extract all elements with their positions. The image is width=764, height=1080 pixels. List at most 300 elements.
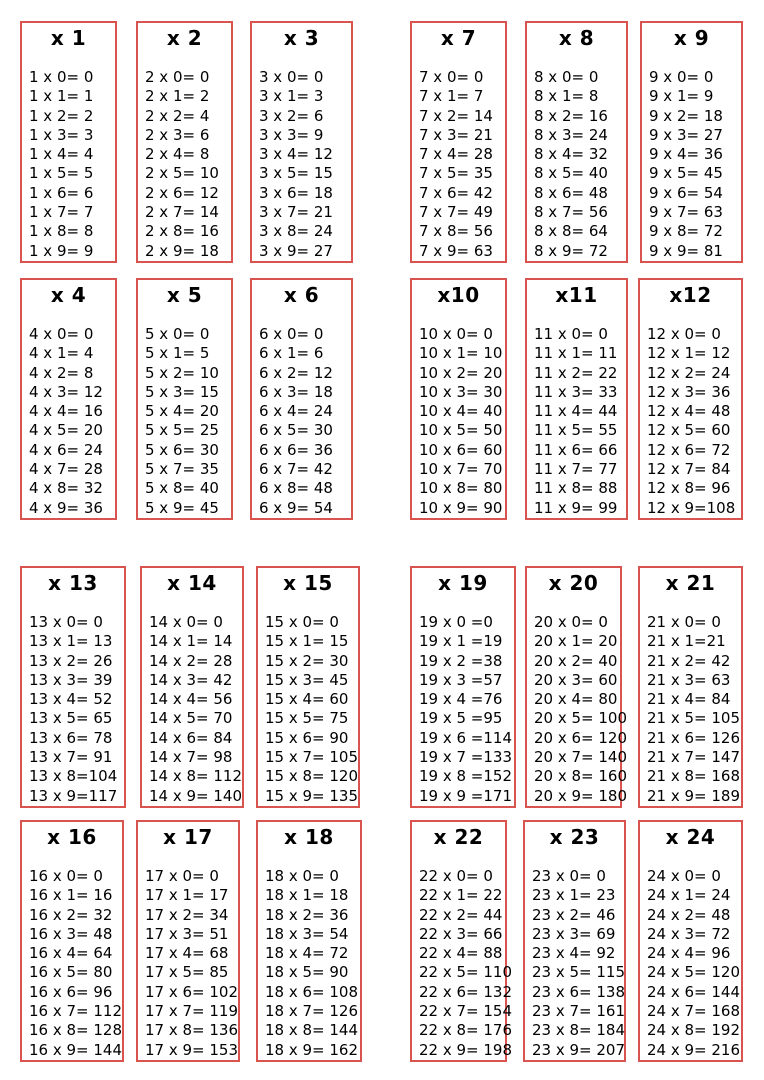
times-table-row: 23 x 9= 207 — [532, 1040, 626, 1059]
times-table-row: 12 x 5= 60 — [647, 421, 731, 440]
times-table-rows — [647, 613, 740, 806]
times-table-row: 14 x 6= 84 — [149, 728, 233, 747]
times-table-row: 22 x 3= 66 — [419, 924, 503, 943]
times-table-row: 15 x 4= 60 — [265, 690, 349, 709]
times-table-row: 16 x 8= 128 — [29, 1021, 123, 1040]
times-table-row: 1 x 6= 6 — [29, 183, 94, 202]
times-table-row: 21 x 6= 126 — [647, 728, 741, 747]
times-table-row: 20 x 7= 140 — [534, 748, 628, 767]
times-table-row: 10 x 6= 60 — [419, 440, 503, 459]
times-table-row: 18 x 5= 90 — [265, 963, 349, 982]
times-table-row: 11 x 3= 33 — [534, 382, 618, 401]
times-table-row: 14 x 3= 42 — [149, 670, 233, 689]
times-table-row: 6 x 1= 6 — [259, 344, 324, 363]
times-table-row: 5 x 3= 15 — [145, 382, 219, 401]
times-table-row: 10 x 5= 50 — [419, 421, 503, 440]
times-table-card — [638, 278, 743, 520]
times-table-row: 8 x 7= 56 — [534, 203, 608, 222]
times-table-row: 4 x 2= 8 — [29, 363, 94, 382]
times-table-card — [250, 21, 353, 263]
times-table-row: 12 x 9=108 — [647, 498, 736, 517]
times-table-row: 18 x 9= 162 — [265, 1040, 359, 1059]
times-table-rows — [149, 613, 242, 806]
times-table-card — [525, 566, 628, 808]
times-table-row: 13 x 6= 78 — [29, 728, 113, 747]
times-table-row: 5 x 2= 10 — [145, 363, 219, 382]
times-table-row: 7 x 6= 42 — [419, 183, 493, 202]
times-table-row: 12 x 7= 84 — [647, 460, 731, 479]
times-table-row: 10 x 9= 90 — [419, 498, 503, 517]
times-table-row: 3 x 1= 3 — [259, 87, 324, 106]
times-table-rows — [265, 867, 358, 1060]
times-table-row: 18 x 2= 36 — [265, 905, 349, 924]
times-table-row: 24 x 0= 0 — [647, 867, 721, 885]
times-table-title: x 14 — [167, 571, 217, 595]
times-table-row: 19 x 7 =133 — [419, 748, 513, 767]
times-table-row: 16 x 7= 112 — [29, 1002, 123, 1021]
times-table-rows — [419, 867, 512, 1060]
times-table-row: 19 x 8 =152 — [419, 767, 513, 786]
times-table-row: 9 x 7= 63 — [649, 203, 723, 222]
times-table-rows — [145, 325, 219, 518]
times-table-row: 1 x 4= 4 — [29, 145, 94, 164]
times-table-row: 4 x 4= 16 — [29, 402, 103, 421]
times-table-title: x 4 — [50, 283, 87, 307]
times-table-row: 1 x 2= 2 — [29, 106, 94, 125]
times-table-row: 8 x 6= 48 — [534, 183, 608, 202]
times-table-row: 22 x 5= 110 — [419, 963, 513, 982]
times-table-title: x 15 — [283, 571, 333, 595]
times-table-row: 2 x 3= 6 — [145, 125, 210, 144]
times-table-row: 20 x 5= 100 — [534, 709, 628, 728]
times-table-row: 23 x 6= 138 — [532, 982, 626, 1001]
times-table-row: 11 x 2= 22 — [534, 363, 618, 382]
times-table-row: 6 x 3= 18 — [259, 382, 333, 401]
times-table-row: 10 x 2= 20 — [419, 363, 503, 382]
times-table-row: 19 x 9 =171 — [419, 786, 513, 805]
times-table-row: 4 x 9= 36 — [29, 498, 103, 517]
times-table-row: 21 x 2= 42 — [647, 651, 731, 670]
times-table-card — [638, 566, 743, 808]
times-table-row: 3 x 0= 0 — [259, 68, 324, 86]
times-table-row: 2 x 2= 4 — [145, 106, 210, 125]
times-table-title: x 7 — [440, 26, 477, 50]
times-table-row: 22 x 7= 154 — [419, 1002, 513, 1021]
times-table-row: 21 x 7= 147 — [647, 748, 741, 767]
times-table-row: 15 x 1= 15 — [265, 632, 349, 651]
times-table-row: 14 x 5= 70 — [149, 709, 233, 728]
times-table-row: 14 x 0= 0 — [149, 613, 223, 631]
times-table-title: x 2 — [166, 26, 203, 50]
times-table-card — [20, 820, 124, 1062]
times-table-card — [256, 566, 360, 808]
times-table-row: 15 x 6= 90 — [265, 728, 349, 747]
times-table-row: 18 x 1= 18 — [265, 886, 349, 905]
times-table-card — [410, 566, 516, 808]
times-table-card — [136, 21, 233, 263]
times-table-row: 9 x 0= 0 — [649, 68, 714, 86]
times-table-title: x 3 — [283, 26, 320, 50]
times-table-title: x 21 — [665, 571, 716, 595]
times-table-card — [523, 820, 626, 1062]
times-table-row: 21 x 9= 189 — [647, 786, 741, 805]
times-table-title: x 13 — [48, 571, 98, 595]
times-table-card — [140, 566, 244, 808]
times-table-row: 4 x 7= 28 — [29, 460, 103, 479]
times-table-row: 17 x 8= 136 — [145, 1021, 239, 1040]
times-table-row: 8 x 0= 0 — [534, 68, 599, 86]
times-table-row: 2 x 4= 8 — [145, 145, 210, 164]
times-table-row: 14 x 1= 14 — [149, 632, 233, 651]
times-table-row: 22 x 6= 132 — [419, 982, 513, 1001]
times-table-row: 3 x 7= 21 — [259, 203, 333, 222]
times-table-row: 13 x 3= 39 — [29, 670, 113, 689]
times-table-row: 23 x 1= 23 — [532, 886, 616, 905]
times-table-row: 7 x 2= 14 — [419, 106, 493, 125]
times-table-row: 24 x 6= 144 — [647, 982, 741, 1001]
times-table-row: 16 x 0= 0 — [29, 867, 103, 885]
times-table-row: 10 x 7= 70 — [419, 460, 503, 479]
times-table-row: 8 x 4= 32 — [534, 145, 608, 164]
times-table-row: 16 x 4= 64 — [29, 944, 113, 963]
times-table-row: 17 x 5= 85 — [145, 963, 229, 982]
times-table-rows — [259, 68, 333, 261]
times-table-rows — [259, 325, 333, 518]
times-table-row: 12 x 6= 72 — [647, 440, 731, 459]
times-table-row: 14 x 7= 98 — [149, 748, 233, 767]
times-table-row: 20 x 4= 80 — [534, 690, 618, 709]
times-table-row: 18 x 4= 72 — [265, 944, 349, 963]
times-table-row: 2 x 9= 18 — [145, 241, 219, 260]
times-table-row: 15 x 0= 0 — [265, 613, 339, 631]
times-table-card — [525, 21, 628, 263]
times-table-row: 23 x 8= 184 — [532, 1021, 626, 1040]
times-table-row: 24 x 3= 72 — [647, 924, 731, 943]
times-table-row: 22 x 4= 88 — [419, 944, 503, 963]
times-table-row: 2 x 7= 14 — [145, 203, 219, 222]
times-table-row: 19 x 3 =57 — [419, 670, 503, 689]
times-table-row: 12 x 4= 48 — [647, 402, 731, 421]
times-table-title: x10 — [437, 283, 480, 307]
times-table-row: 20 x 9= 180 — [534, 786, 628, 805]
times-table-row: 9 x 8= 72 — [649, 222, 723, 241]
times-table-row: 17 x 0= 0 — [145, 867, 219, 885]
times-table-row: 1 x 7= 7 — [29, 203, 94, 222]
times-table-row: 2 x 6= 12 — [145, 183, 219, 202]
times-table-row: 15 x 8= 120 — [265, 767, 359, 786]
times-table-row: 23 x 0= 0 — [532, 867, 606, 885]
times-table-rows — [534, 68, 608, 261]
times-table-row: 4 x 5= 20 — [29, 421, 103, 440]
times-table-row: 11 x 5= 55 — [534, 421, 618, 440]
times-table-row: 20 x 3= 60 — [534, 670, 618, 689]
times-table-row: 17 x 7= 119 — [145, 1002, 239, 1021]
times-table-rows — [532, 867, 625, 1060]
times-table-row: 21 x 4= 84 — [647, 690, 731, 709]
times-table-row: 7 x 1= 7 — [419, 87, 484, 106]
times-table-row: 4 x 6= 24 — [29, 440, 103, 459]
times-table-row: 1 x 0= 0 — [29, 68, 94, 86]
times-table-row: 7 x 4= 28 — [419, 145, 493, 164]
times-table-row: 16 x 6= 96 — [29, 982, 113, 1001]
times-table-row: 12 x 1= 12 — [647, 344, 731, 363]
times-table-row: 15 x 2= 30 — [265, 651, 349, 670]
times-table-card — [525, 278, 628, 520]
times-table-card — [256, 820, 362, 1062]
times-table-rows — [419, 613, 512, 806]
times-table-row: 13 x 0= 0 — [29, 613, 103, 631]
times-table-row: 4 x 0= 0 — [29, 325, 94, 343]
times-table-row: 2 x 0= 0 — [145, 68, 210, 86]
times-table-row: 8 x 8= 64 — [534, 222, 608, 241]
times-table-row: 13 x 9=117 — [29, 786, 118, 805]
times-table-row: 18 x 7= 126 — [265, 1002, 359, 1021]
times-table-row: 15 x 3= 45 — [265, 670, 349, 689]
times-table-row: 1 x 1= 1 — [29, 87, 94, 106]
times-table-row: 14 x 4= 56 — [149, 690, 233, 709]
times-table-row: 5 x 5= 25 — [145, 421, 219, 440]
times-table-row: 12 x 3= 36 — [647, 382, 731, 401]
times-table-row: 24 x 9= 216 — [647, 1040, 741, 1059]
times-table-row: 11 x 0= 0 — [534, 325, 608, 343]
times-table-row: 7 x 7= 49 — [419, 203, 493, 222]
times-table-row: 9 x 3= 27 — [649, 125, 723, 144]
times-table-rows — [647, 325, 735, 518]
times-table-title: x11 — [555, 283, 598, 307]
times-table-row: 10 x 8= 80 — [419, 479, 503, 498]
times-table-row: 12 x 8= 96 — [647, 479, 731, 498]
times-table-row: 13 x 8=104 — [29, 767, 118, 786]
times-table-row: 8 x 3= 24 — [534, 125, 608, 144]
times-table-row: 5 x 9= 45 — [145, 498, 219, 517]
times-table-row: 11 x 6= 66 — [534, 440, 618, 459]
times-table-row: 22 x 1= 22 — [419, 886, 503, 905]
times-table-row: 6 x 4= 24 — [259, 402, 333, 421]
times-table-row: 5 x 1= 5 — [145, 344, 210, 363]
times-table-row: 20 x 0= 0 — [534, 613, 608, 631]
times-table-row: 10 x 3= 30 — [419, 382, 503, 401]
times-table-row: 2 x 8= 16 — [145, 222, 219, 241]
times-table-row: 22 x 0= 0 — [419, 867, 493, 885]
times-table-row: 20 x 1= 20 — [534, 632, 618, 651]
times-table-row: 3 x 2= 6 — [259, 106, 324, 125]
times-table-row: 19 x 2 =38 — [419, 651, 503, 670]
times-table-row: 14 x 8= 112 — [149, 767, 243, 786]
times-table-row: 13 x 5= 65 — [29, 709, 113, 728]
times-table-row: 10 x 4= 40 — [419, 402, 503, 421]
times-table-card — [20, 278, 117, 520]
times-table-card — [250, 278, 353, 520]
times-table-title: x12 — [669, 283, 712, 307]
times-table-row: 23 x 2= 46 — [532, 905, 616, 924]
times-table-row: 18 x 3= 54 — [265, 924, 349, 943]
times-table-row: 3 x 8= 24 — [259, 222, 333, 241]
times-table-row: 5 x 0= 0 — [145, 325, 210, 343]
times-table-row: 3 x 6= 18 — [259, 183, 333, 202]
times-table-row: 8 x 1= 8 — [534, 87, 599, 106]
times-table-row: 22 x 8= 176 — [419, 1021, 513, 1040]
times-table-row: 5 x 8= 40 — [145, 479, 219, 498]
times-table-row: 11 x 9= 99 — [534, 498, 618, 517]
times-table-row: 19 x 5 =95 — [419, 709, 503, 728]
times-table-row: 9 x 1= 9 — [649, 87, 714, 106]
times-table-row: 13 x 1= 13 — [29, 632, 113, 651]
times-table-row: 19 x 4 =76 — [419, 690, 503, 709]
times-table-row: 21 x 1=21 — [647, 632, 726, 651]
times-table-rows — [419, 68, 493, 261]
times-table-row: 14 x 2= 28 — [149, 651, 233, 670]
times-table-row: 15 x 9= 135 — [265, 786, 359, 805]
times-table-rows — [647, 867, 740, 1060]
times-table-row: 6 x 9= 54 — [259, 498, 333, 517]
times-table-row: 15 x 7= 105 — [265, 748, 359, 767]
times-table-row: 13 x 2= 26 — [29, 651, 113, 670]
times-table-title: x 8 — [558, 26, 595, 50]
times-table-card — [410, 820, 513, 1062]
times-table-rows — [145, 867, 238, 1060]
times-table-row: 16 x 9= 144 — [29, 1040, 123, 1059]
times-table-row: 6 x 2= 12 — [259, 363, 333, 382]
times-table-row: 17 x 2= 34 — [145, 905, 229, 924]
times-table-row: 23 x 5= 115 — [532, 963, 626, 982]
times-table-row: 8 x 9= 72 — [534, 241, 608, 260]
times-table-row: 18 x 6= 108 — [265, 982, 359, 1001]
times-table-row: 22 x 9= 198 — [419, 1040, 513, 1059]
times-table-row: 1 x 5= 5 — [29, 164, 94, 183]
times-table-rows — [29, 613, 117, 806]
times-table-row: 1 x 3= 3 — [29, 125, 94, 144]
times-table-row: 24 x 4= 96 — [647, 944, 731, 963]
times-table-row: 12 x 0= 0 — [647, 325, 721, 343]
times-table-row: 2 x 5= 10 — [145, 164, 219, 183]
times-table-row: 2 x 1= 2 — [145, 87, 210, 106]
times-table-row: 16 x 2= 32 — [29, 905, 113, 924]
times-table-row: 8 x 5= 40 — [534, 164, 608, 183]
times-table-card — [410, 21, 507, 263]
times-table-row: 8 x 2= 16 — [534, 106, 608, 125]
times-table-row: 7 x 0= 0 — [419, 68, 484, 86]
times-table-row: 3 x 5= 15 — [259, 164, 333, 183]
times-table-row: 24 x 1= 24 — [647, 886, 731, 905]
times-table-row: 24 x 5= 120 — [647, 963, 741, 982]
times-table-title: x 17 — [163, 825, 213, 849]
times-table-rows — [534, 613, 627, 806]
times-table-row: 23 x 7= 161 — [532, 1002, 626, 1021]
times-table-row: 20 x 8= 160 — [534, 767, 628, 786]
times-table-title: x 23 — [549, 825, 600, 849]
times-table-card — [20, 566, 126, 808]
times-table-title: x 22 — [433, 825, 484, 849]
times-table-row: 21 x 8= 168 — [647, 767, 741, 786]
times-table-title: x 1 — [50, 26, 87, 50]
times-table-row: 4 x 1= 4 — [29, 344, 94, 363]
times-table-title: x 5 — [166, 283, 203, 307]
times-table-rows — [265, 613, 358, 806]
times-table-row: 24 x 8= 192 — [647, 1021, 741, 1040]
times-table-row: 21 x 5= 105 — [647, 709, 741, 728]
times-table-row: 17 x 4= 68 — [145, 944, 229, 963]
times-table-row: 7 x 5= 35 — [419, 164, 493, 183]
times-table-row: 19 x 0 =0 — [419, 613, 493, 631]
times-table-title: x 18 — [284, 825, 334, 849]
times-table-title: x 6 — [283, 283, 320, 307]
times-table-row: 9 x 2= 18 — [649, 106, 723, 125]
times-table-row: 20 x 6= 120 — [534, 728, 628, 747]
times-table-row: 5 x 4= 20 — [145, 402, 219, 421]
times-table-row: 18 x 0= 0 — [265, 867, 339, 885]
times-table-row: 18 x 8= 144 — [265, 1021, 359, 1040]
times-table-row: 3 x 3= 9 — [259, 125, 324, 144]
times-table-row: 9 x 4= 36 — [649, 145, 723, 164]
times-table-row: 12 x 2= 24 — [647, 363, 731, 382]
times-table-card — [410, 278, 507, 520]
times-table-row: 5 x 6= 30 — [145, 440, 219, 459]
times-table-row: 20 x 2= 40 — [534, 651, 618, 670]
times-table-row: 23 x 3= 69 — [532, 924, 616, 943]
times-table-row: 16 x 5= 80 — [29, 963, 113, 982]
times-table-title: x 19 — [438, 571, 488, 595]
times-table-row: 11 x 4= 44 — [534, 402, 618, 421]
times-table-row: 11 x 7= 77 — [534, 460, 618, 479]
times-table-rows — [534, 325, 617, 518]
times-table-row: 9 x 9= 81 — [649, 241, 723, 260]
times-table-row: 7 x 9= 63 — [419, 241, 493, 260]
times-table-row: 4 x 3= 12 — [29, 382, 103, 401]
times-table-row: 6 x 8= 48 — [259, 479, 333, 498]
times-table-row: 21 x 0= 0 — [647, 613, 721, 631]
times-table-row: 5 x 7= 35 — [145, 460, 219, 479]
times-table-rows — [649, 68, 723, 261]
times-table-row: 1 x 8= 8 — [29, 222, 94, 241]
times-table-row: 6 x 7= 42 — [259, 460, 333, 479]
times-table-rows — [29, 325, 103, 518]
times-table-title: x 24 — [665, 825, 716, 849]
times-table-row: 19 x 1 =19 — [419, 632, 503, 651]
times-table-row: 17 x 1= 17 — [145, 886, 229, 905]
times-table-row: 16 x 3= 48 — [29, 924, 113, 943]
times-table-row: 9 x 6= 54 — [649, 183, 723, 202]
times-table-row: 6 x 6= 36 — [259, 440, 333, 459]
times-table-row: 11 x 8= 88 — [534, 479, 618, 498]
times-table-row: 21 x 3= 63 — [647, 670, 731, 689]
times-table-row: 10 x 1= 10 — [419, 344, 503, 363]
times-table-card — [136, 278, 233, 520]
times-table-row: 17 x 6= 102 — [145, 982, 239, 1001]
times-table-row: 15 x 5= 75 — [265, 709, 349, 728]
times-table-row: 24 x 7= 168 — [647, 1002, 741, 1021]
times-table-rows — [29, 867, 122, 1060]
times-table-row: 4 x 8= 32 — [29, 479, 103, 498]
times-table-card — [20, 21, 117, 263]
times-table-rows — [419, 325, 502, 518]
times-table-row: 13 x 7= 91 — [29, 748, 113, 767]
times-table-row: 11 x 1= 11 — [534, 344, 618, 363]
times-table-row: 10 x 0= 0 — [419, 325, 493, 343]
times-table-rows — [29, 68, 93, 261]
times-table-row: 24 x 2= 48 — [647, 905, 731, 924]
times-table-row: 3 x 9= 27 — [259, 241, 333, 260]
times-table-row: 6 x 5= 30 — [259, 421, 333, 440]
times-table-row: 16 x 1= 16 — [29, 886, 113, 905]
times-table-row: 17 x 3= 51 — [145, 924, 229, 943]
times-table-row: 9 x 5= 45 — [649, 164, 723, 183]
times-table-row: 13 x 4= 52 — [29, 690, 113, 709]
times-table-row: 14 x 9= 140 — [149, 786, 243, 805]
times-table-row: 7 x 8= 56 — [419, 222, 493, 241]
times-table-row: 1 x 9= 9 — [29, 241, 94, 260]
times-table-row: 17 x 9= 153 — [145, 1040, 239, 1059]
times-table-title: x 16 — [47, 825, 97, 849]
